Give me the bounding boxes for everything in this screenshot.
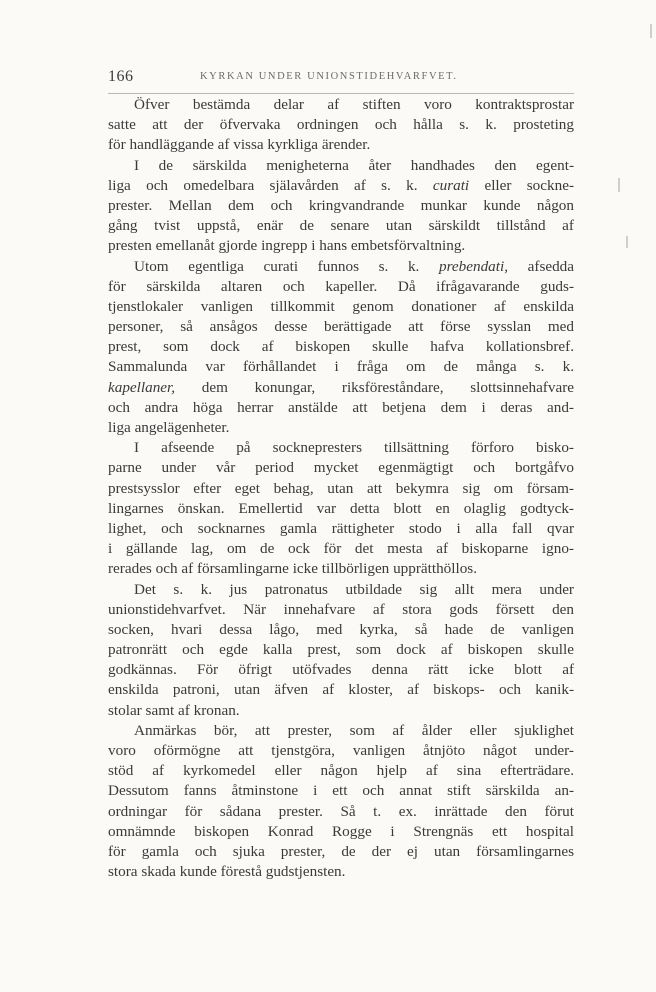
text-line: och andra höga herrar anstälde att betjena dem i deras and-	[108, 398, 574, 416]
text-segment: liga och omedelbara själavården af s. k.	[108, 176, 418, 194]
text-line: I afseende på socknepresters tillsättning förforo bisko-	[134, 439, 574, 457]
margin-mark	[626, 236, 628, 248]
page-header	[108, 68, 574, 88]
text-line: stora skada kunde förestå gudstjensten.	[108, 863, 346, 881]
text-line: prestsysslor efter eget behag, utan att bekymra sig om försam-	[108, 479, 574, 497]
margin-mark	[650, 24, 652, 38]
text-line: för gamla och sjuka prester, de der ej utan församlingarnes	[108, 842, 574, 860]
text-line: presten emellanåt gjorde ingrepp i hans embetsförvaltning.	[108, 237, 466, 255]
text-line	[108, 378, 574, 398]
running-head: KYRKAN UNDER UNIONSTIDEHVARFVET.	[200, 71, 458, 82]
text-line: personer, så ansågos desse berättigade att förse sysslan med	[108, 318, 574, 336]
text-line: stolar samt af kronan.	[108, 701, 240, 719]
text-line: Sammalunda var förhållandet i fråga om de många s. k.	[108, 358, 574, 376]
text-line: för särskilda altaren och kapeller. Då ifrågavarande guds-	[108, 277, 574, 295]
text-line: Det s. k. jus patronatus utbildade sig allt mera under	[134, 580, 574, 598]
body-text	[108, 95, 574, 882]
text-line: prester. Mellan dem och kringvandrande munkar kunde någon	[108, 196, 574, 214]
header-rule	[108, 93, 574, 94]
page-number: 166	[108, 68, 134, 85]
text-line: lingarnes önskan. Emellertid var detta blott en olaglig godtyck-	[108, 499, 574, 517]
text-line: Öfver bestämda delar af stiften voro kontraktsprostar	[134, 96, 574, 113]
text-segment: afsedda	[527, 257, 574, 275]
text-line: lighet, och socknarnes gamla rättigheter stodo i alla fall qvar	[108, 519, 574, 537]
text-line	[108, 176, 574, 196]
text-line: rerades och af församlingarne icke tillbörligen upprätthöllos.	[108, 560, 478, 578]
text-line: för handläggande af vissa kyrkliga ärender.	[108, 136, 371, 154]
text-line: omnämnde biskopen Konrad Rogge i Strengnäs ett hospital	[108, 822, 574, 840]
text-segment: dem konungar, riksföreståndare, slottsinnehafvare	[201, 378, 574, 396]
text-line: stöd af kyrkomedel eller någon hjelp af sina efterträdare.	[108, 762, 574, 780]
italic-term: kapellaner,	[108, 378, 176, 396]
text-line: unionstidehvarfvet. När innehafvare af stora gods försett den	[108, 600, 574, 618]
text-line: socken, hvari dessa lågo, med kyrka, så hade de vanligen	[108, 620, 574, 638]
text-line: I de särskilda menigheterna åter handhades den egent-	[134, 156, 574, 174]
italic-term: prebendati,	[438, 257, 509, 275]
text-line: parne under vår period mycket egenmägtigt och bortgåfvo	[108, 459, 574, 477]
italic-term: curati	[432, 176, 470, 194]
text-line: voro oförmögne att tjenstgöra, vanligen åtnjöto något under-	[108, 742, 574, 759]
text-line: patronrätt och egde kalla prest, som dock af biskopen skulle	[108, 641, 574, 659]
text-line: ordningar för sådana prester. Så t. ex. inrättade den förut	[108, 802, 574, 820]
text-line: godkännas. För öfrigt utöfvades denna rätt icke blott af	[108, 661, 574, 679]
text-line: enskilda patroni, utan äfven af kloster, af biskops- och kanik-	[108, 681, 574, 699]
text-line: satte att der öfvervaka ordningen och hålla s. k. prosteting	[108, 116, 574, 134]
text-line: Anmärkas bör, att prester, som af ålder eller sjuklighet	[134, 721, 574, 739]
text-line: Dessutom fanns åtminstone i ett och annat stift särskilda an-	[108, 782, 574, 800]
text-line: prest, som dock af biskopen skulle hafva kollationsbref.	[108, 338, 574, 356]
text-line: liga angelägenheter.	[108, 419, 230, 436]
text-line: tjenstlokaler vanligen tillkommit genom donationer af enskilda	[108, 297, 574, 315]
margin-mark	[618, 178, 620, 192]
text-line: gång tvist uppstå, enär de senare utan särskildt tillstånd af	[108, 217, 574, 235]
text-segment: Utom egentliga curati funnos s. k.	[134, 257, 420, 275]
text-segment: eller sockne-	[484, 176, 574, 194]
text-line	[108, 257, 574, 277]
text-line: i gällande lag, om de ock för det mesta af biskoparne igno-	[108, 540, 574, 558]
